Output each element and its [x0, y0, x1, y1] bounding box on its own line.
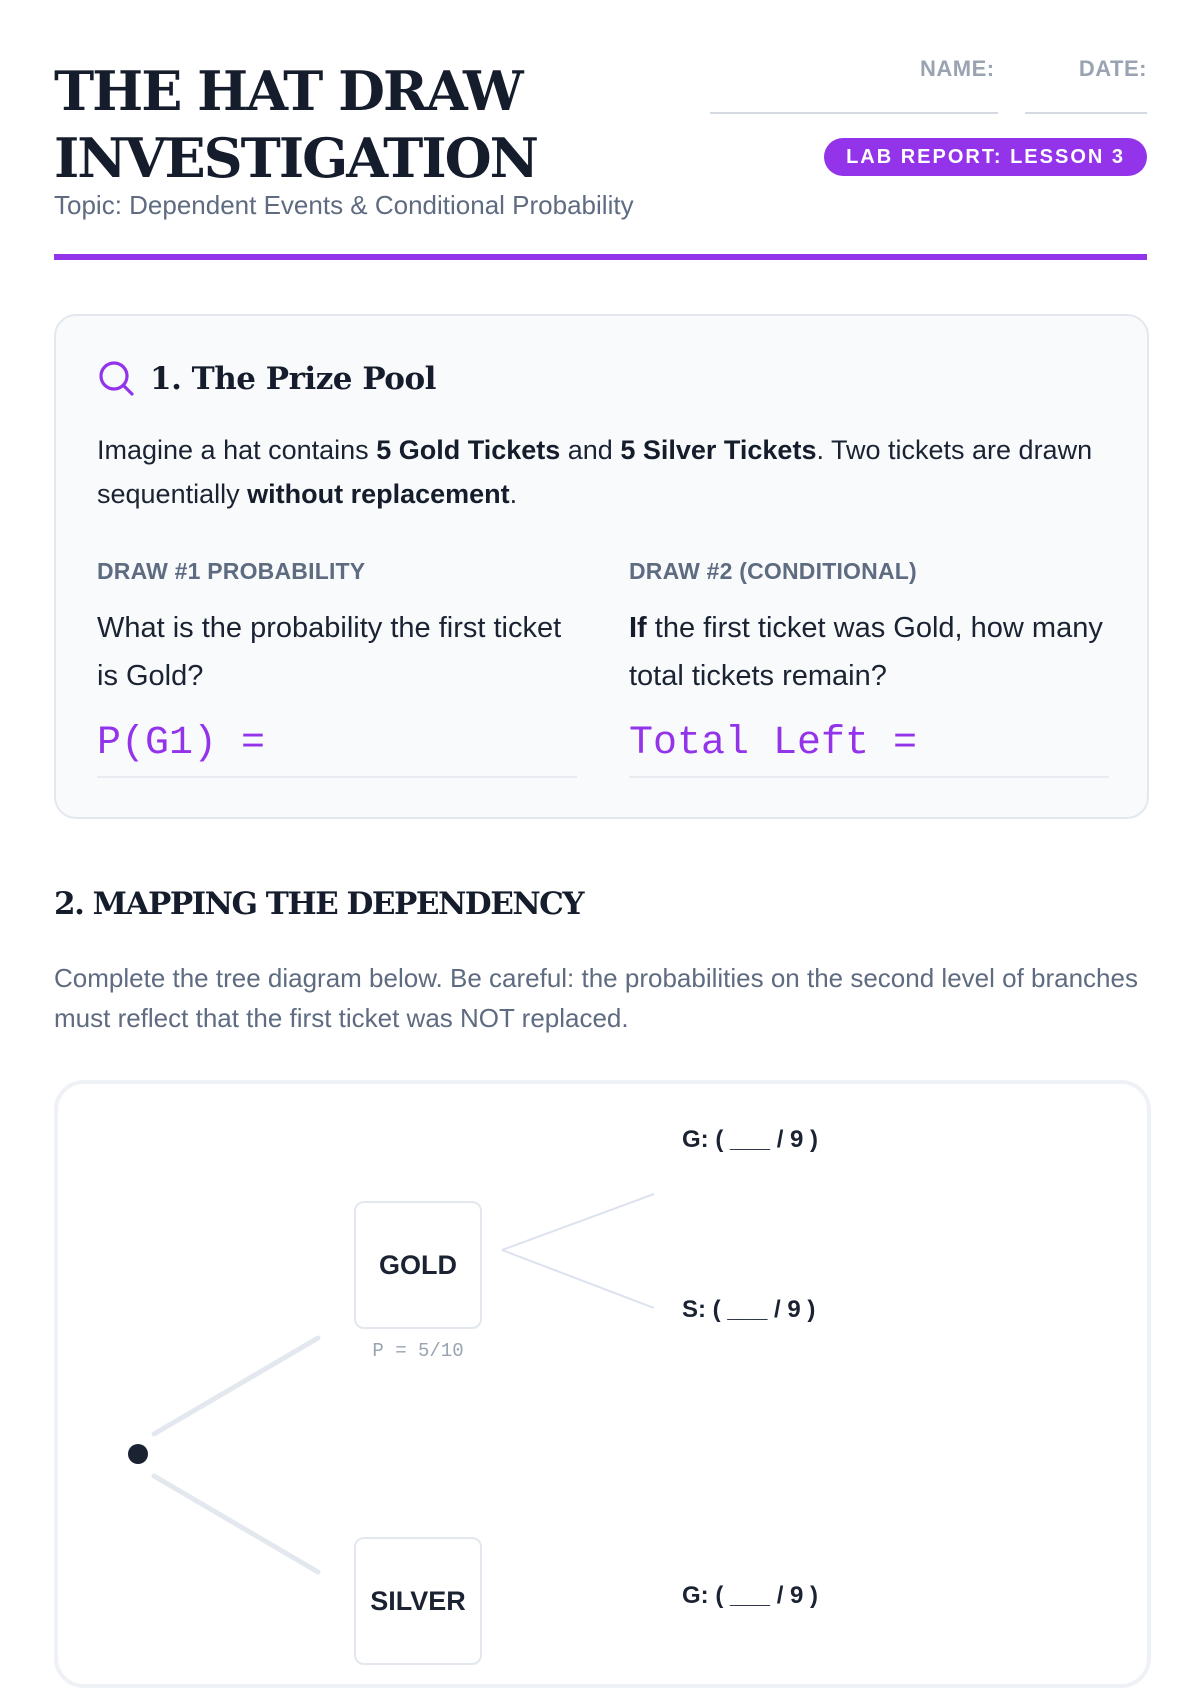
- draw-1-question: What is the probability the first ticket is Gold?: [97, 612, 562, 692]
- branch-root-silver: [154, 1476, 318, 1572]
- root-node: [128, 1444, 148, 1464]
- name-label: NAME:: [920, 56, 995, 81]
- tree-branches: [58, 1084, 1147, 1684]
- section-1-heading: [98, 360, 436, 398]
- title-line-2: INVESTIGATION: [54, 126, 538, 190]
- branch-gold-silver: [502, 1250, 654, 1308]
- lab-report-badge: LAB REPORT: LESSON 3: [824, 138, 1147, 176]
- gold-gold-branch-label[interactable]: G: ( ___ / 9 ): [682, 1126, 819, 1153]
- gold-node: GOLD: [354, 1201, 482, 1329]
- date-field[interactable]: [1025, 112, 1147, 114]
- gold-probability: P = 5/10: [372, 1340, 464, 1362]
- without-replacement-text: without replacement: [247, 479, 510, 509]
- header-divider: [54, 254, 1147, 260]
- p-g1-answer-field[interactable]: P(G1) =: [97, 718, 577, 778]
- section-2-title: 2. MAPPING THE DEPENDENCY: [54, 886, 583, 922]
- name-field[interactable]: [710, 112, 998, 114]
- silver-node: SILVER: [354, 1537, 482, 1665]
- silver-gold-branch-label[interactable]: G: ( ___ / 9 ): [682, 1582, 819, 1609]
- gold-silver-branch-label[interactable]: S: ( ___ / 9 ): [682, 1296, 816, 1323]
- page-title: [54, 58, 537, 192]
- silver-ticket-count: 5 Silver Tickets: [620, 435, 817, 465]
- search-icon: [98, 360, 136, 398]
- total-left-answer-field[interactable]: Total Left =: [629, 718, 1109, 778]
- draw-2-column: [629, 558, 1109, 778]
- section-1-title: 1. The Prize Pool: [150, 361, 436, 397]
- date-label: DATE:: [1078, 56, 1147, 81]
- title-line-1: THE HAT DRAW: [54, 59, 522, 123]
- section-2-description: Complete the tree diagram below. Be careful: the probabilities on the second level of branches must reflect that the first ticket was NOT replaced.: [54, 963, 1138, 1033]
- branch-gold-gold: [502, 1194, 654, 1250]
- draw-1-column: [97, 558, 577, 778]
- tree-diagram: [54, 1080, 1151, 1688]
- draw-1-label: DRAW #1 PROBABILITY: [97, 558, 366, 584]
- gold-ticket-count: 5 Gold Tickets: [376, 435, 561, 465]
- prize-pool-card: [54, 314, 1149, 819]
- draw-2-label: DRAW #2 (CONDITIONAL): [629, 558, 917, 584]
- draw-2-question: If the first ticket was Gold, how many total tickets remain?: [629, 612, 1103, 692]
- prize-pool-description: Imagine a hat contains 5 Gold Tickets and 5 Silver Tickets. Two tickets are drawn sequentially without replacement.: [97, 435, 1093, 509]
- branch-root-gold: [154, 1338, 318, 1434]
- worksheet-page: [54, 0, 1147, 1616]
- topic-subtitle: Topic: Dependent Events & Conditional Probability: [54, 190, 634, 220]
